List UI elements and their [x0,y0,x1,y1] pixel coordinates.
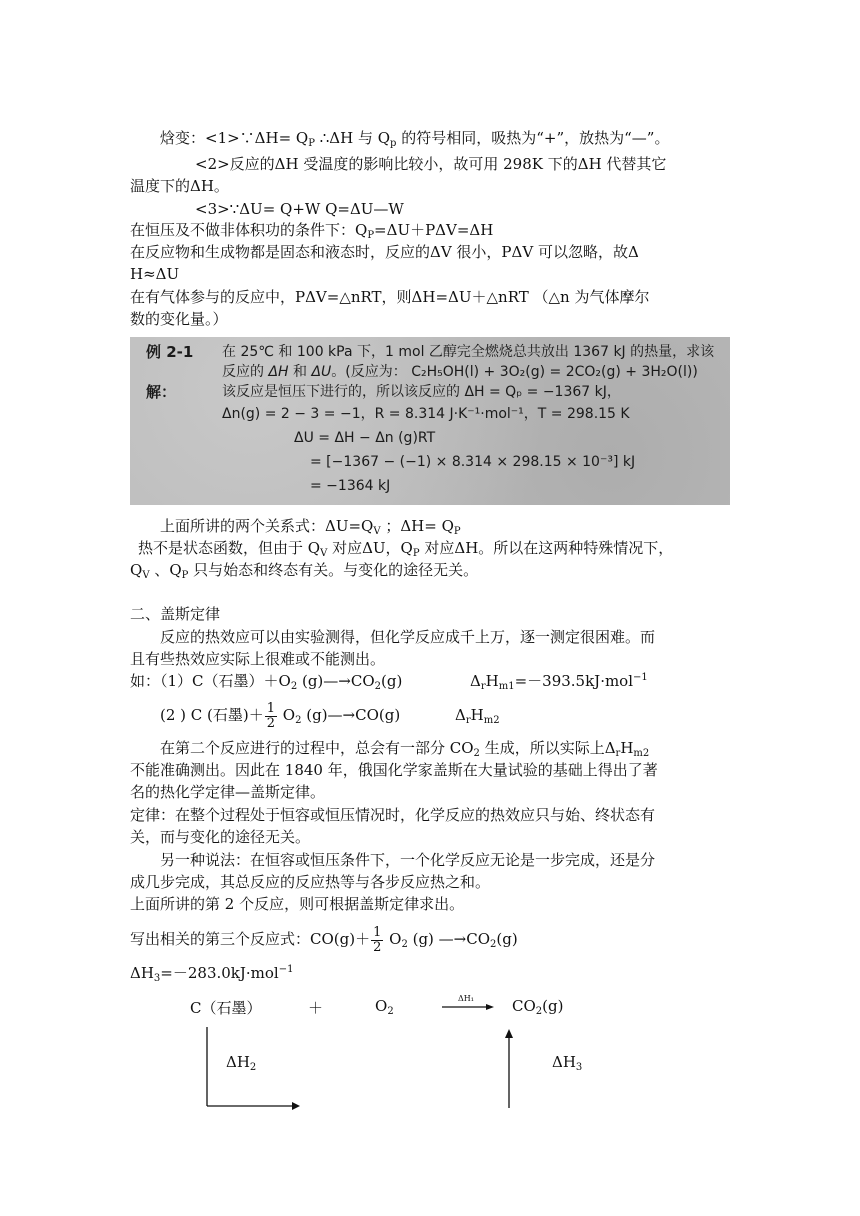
example-line-3: 该反应是恒压下进行的，所以该反应的 ΔH = Qₚ = −1367 kJ， [222,384,621,400]
reaction-3: 写出相关的第三个反应式：CO(g)＋ $\frac{1}{2}$ $O_2$ (g) $—\to CO_2(g)$ [130,924,518,955]
example-line-5: ΔU = ΔH − Δn (g)RT [294,430,436,446]
calc-line: 上面所讲的第 2 个反应，则可根据盖斯定律求出。 [130,895,465,913]
enthalpy-line-8: 在有气体参与的反应中，PΔV=△nRT，则ΔH=ΔU＋△nRT （△n 为气体摩尔 [130,288,650,306]
alt-line-2: 成几步完成，其总反应的反应热等与各步反应热之和。 [130,873,491,891]
solution-label: 解： [146,383,177,401]
section-heading: 二、盖斯定律 [130,605,221,623]
hess-line-2: 且有些热效应实际上很难或不能测出。 [130,650,386,668]
reaction-3-enthalpy: $\Delta H_3=-283.0kJ\cdot mol^{-1}$ [130,964,294,984]
example-label: 例 2-1 [146,343,194,361]
example-line-2: 反应的 ΔH 和 ΔU。(反应为： C₂H₅OH(l) + 3O₂(g) = 2CO₂(g) + 3H₂O(l)) [222,364,698,380]
example-line-6: = [−1367 − (−1) × 8.314 × 298.15 × 10⁻³] kJ [310,454,636,470]
law-line-2: 关，而与变化的途径无关。 [130,828,311,846]
reaction-2: (2 ) C (石墨)＋ $\frac{1}{2}$ $O_2$ (g)—→CO(g) [160,700,401,731]
enthalpy-line-3: 温度下的ΔH。 [130,177,229,195]
example-line-7: = −1364 kJ [310,478,391,494]
diagram-plus: ＋ [308,999,324,1017]
diagram-dh3-label: $\Delta H_3$ [552,1053,583,1073]
diagram-arrow-label: ΔH₁ [458,994,474,1003]
arrow-dh1-head [486,1004,494,1010]
example-line-4: Δn(g) = 2 − 3 = −1，R = 8.314 J·K⁻¹·mol⁻¹，T = 298.15 K [222,406,630,422]
enthalpy-line-6: 在反应物和生成物都是固态和液态时，反应的ΔV 很小，PΔV 可以忽略，故Δ [130,243,639,261]
enthalpy-line-7: H≈ΔU [130,265,180,283]
hess-line-1: 反应的热效应可以由实验测得，但化学反应成千上万，逐一测定很困难。而 [160,628,656,646]
enthalpy-line-2: <2>反应的ΔH 受温度的影响比较小，故可用 298K 下的ΔH 代替其它 [195,155,667,173]
diagram-dh2-label: $\Delta H_2$ [226,1053,257,1073]
reaction-1: 如：（1）C（石墨）$+O_2$ $(g)—\to CO_2(g)$ [130,672,403,692]
reaction-1-enthalpy: $\Delta_rH_{m1}=-393.5kJ\cdot mol^{-1}$ [470,672,648,692]
enthalpy-line-5: 在恒压及不做非体积功的条件下：$Q_P=\Delta U+P\Delta V=\Delta H$ [130,221,494,241]
enthalpy-line-9: 数的变化量。） [130,310,228,328]
diagram-product: $CO_2(g)$ [512,997,564,1017]
relations-line-1: 上面所讲的两个关系式：$\Delta U=Q_V$ ；$\Delta H= Q_P$ [160,517,461,537]
fraction-half-2: $\frac{1}{2}$ [373,924,382,955]
arrow-right-head [505,1029,513,1038]
reaction-2-enthalpy: $\Delta_rH_{m2}$ [455,706,500,726]
hess-line-3: 在第二个反应进行的过程中，总会有一部分 $CO_2$ 生成，所以实际上$\Delta_rH_{m2}$ [160,739,650,759]
diagram-reactant: C（石墨） [190,999,262,1017]
hess-line-4: 不能准确测出。因此在 1840 年，俄国化学家盖斯在大量试验的基础上得出了著 [130,761,658,779]
relations-line-2: 热不是状态函数，但由于 $Q_V$ 对应ΔU，$Q_P$ 对应ΔH。所以在这两种特殊情况下， [138,539,674,559]
enthalpy-line-1: 焓变：<1>∵ΔH= $Q_P$ ∴ΔH 与 $Q_p$ 的符号相同，吸热为“+”，放热为“—”。 [160,129,670,149]
example-line-1: 在 25℃ 和 100 kPa 下，1 mol 乙醇完全燃烧总共放出 1367 kJ 的热量，求该 [222,344,715,360]
fraction-half: $\frac{1}{2}$ [266,700,276,731]
arrow-bottom-head [292,1102,300,1110]
example-2-1-scan [130,337,730,505]
relations-line-3: $Q_V$ 、$Q_P$ 只与始态和终态有关。与变化的途径无关。 [130,561,479,581]
alt-line-1: 另一种说法：在恒容或恒压条件下，一个化学反应无论是一步完成，还是分 [160,851,656,869]
law-line-1: 定律：在整个过程处于恒容或恒压情况时，化学反应的热效应只与始、终状态有 [130,806,656,824]
enthalpy-line-4: <3>∵ΔU= Q+W Q=ΔU—W [195,200,404,218]
diagram-o2: $O_2$ [375,997,394,1017]
hess-line-5: 名的热化学定律—盖斯定律。 [130,783,326,801]
